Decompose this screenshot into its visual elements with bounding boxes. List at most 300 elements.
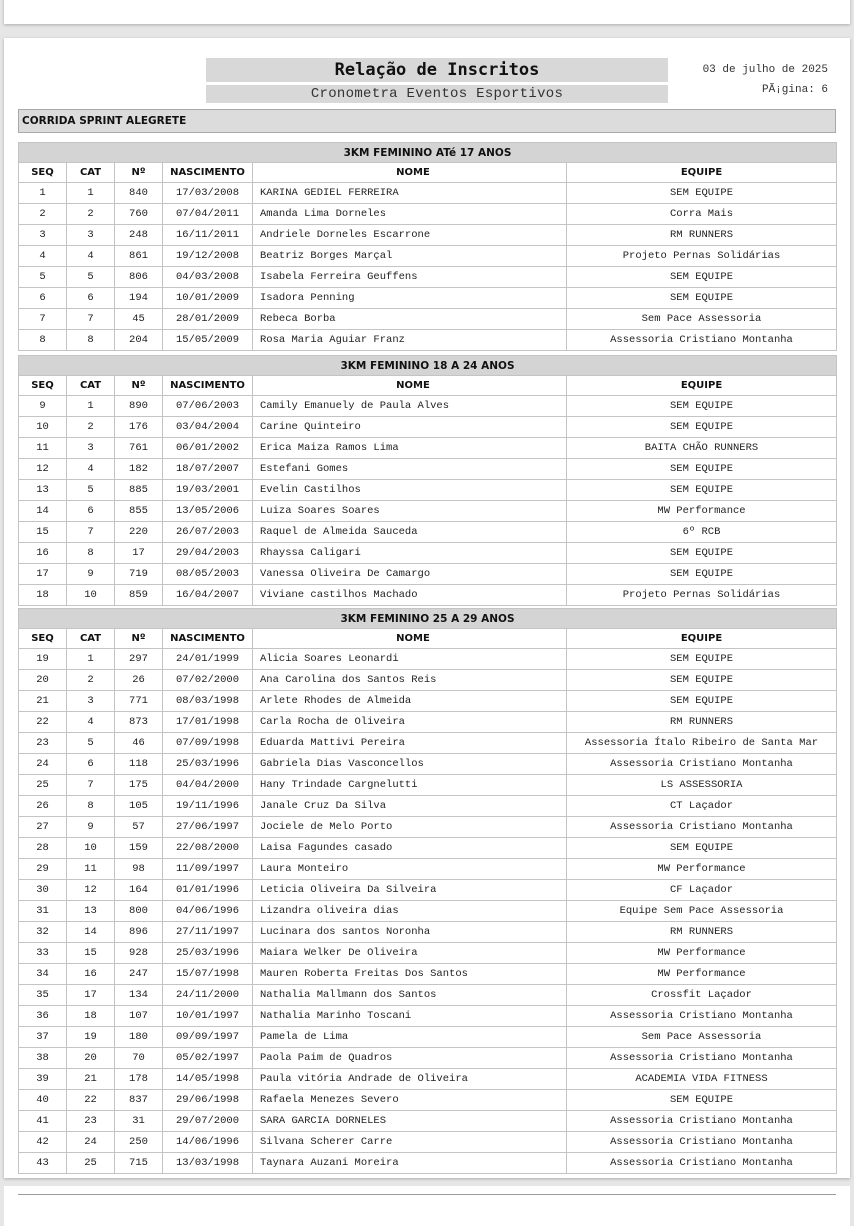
cell-nasc: 08/05/2003 [163, 564, 253, 585]
cell-num: 855 [115, 501, 163, 522]
cell-nasc: 13/03/1998 [163, 1153, 253, 1174]
cell-nasc: 04/04/2000 [163, 775, 253, 796]
cell-equipe: Sem Pace Assessoria [567, 309, 837, 330]
cell-cat: 4 [67, 459, 115, 480]
cell-equipe: Assessoria Ítalo Ribeiro de Santa Mar [567, 733, 837, 754]
cell-num: 182 [115, 459, 163, 480]
cell-seq: 22 [19, 712, 67, 733]
cell-seq: 6 [19, 288, 67, 309]
cell-cat: 3 [67, 438, 115, 459]
cell-nasc: 26/07/2003 [163, 522, 253, 543]
cell-nasc: 09/09/1997 [163, 1027, 253, 1048]
cell-nasc: 29/07/2000 [163, 1111, 253, 1132]
category-title-row [19, 143, 837, 163]
cell-num: 31 [115, 1111, 163, 1132]
cell-equipe: Sem Pace Assessoria [567, 1027, 837, 1048]
cell-cat: 3 [67, 691, 115, 712]
cell-cat: 7 [67, 522, 115, 543]
cell-num: 220 [115, 522, 163, 543]
cell-cat: 23 [67, 1111, 115, 1132]
column-header-equipe: EQUIPE [567, 376, 837, 396]
cell-equipe: CT Laçador [567, 796, 837, 817]
cell-seq: 36 [19, 1006, 67, 1027]
cell-nome: Jociele de Melo Porto [253, 817, 567, 838]
cell-num: 861 [115, 246, 163, 267]
cell-equipe: BAITA CHÃO RUNNERS [567, 438, 837, 459]
cell-nome: Evelin Castilhos [253, 480, 567, 501]
cell-nasc: 13/05/2006 [163, 501, 253, 522]
cell-seq: 19 [19, 649, 67, 670]
cell-nasc: 05/02/1997 [163, 1048, 253, 1069]
table-row [19, 859, 837, 880]
cell-cat: 17 [67, 985, 115, 1006]
cell-cat: 5 [67, 480, 115, 501]
category-title-row [19, 356, 837, 376]
cell-nasc: 19/03/2001 [163, 480, 253, 501]
cell-nome: Erica Maiza Ramos Lima [253, 438, 567, 459]
cell-seq: 14 [19, 501, 67, 522]
cell-cat: 13 [67, 901, 115, 922]
table-row [19, 943, 837, 964]
table-row [19, 817, 837, 838]
table-row [19, 1090, 837, 1111]
cell-seq: 5 [19, 267, 67, 288]
table-row [19, 564, 837, 585]
cell-cat: 3 [67, 225, 115, 246]
cell-num: 45 [115, 309, 163, 330]
cell-nasc: 03/04/2004 [163, 417, 253, 438]
cell-seq: 26 [19, 796, 67, 817]
next-page-rule [18, 1194, 836, 1195]
table-row [19, 1153, 837, 1174]
cell-nasc: 29/06/1998 [163, 1090, 253, 1111]
column-header-equipe: EQUIPE [567, 163, 837, 183]
table-row [19, 649, 837, 670]
cell-cat: 16 [67, 964, 115, 985]
cell-seq: 9 [19, 396, 67, 417]
cell-cat: 20 [67, 1048, 115, 1069]
report-subtitle: Cronometra Eventos Esportivos [206, 85, 668, 103]
column-header-num: Nº [115, 629, 163, 649]
cell-seq: 3 [19, 225, 67, 246]
cell-cat: 18 [67, 1006, 115, 1027]
cell-num: 859 [115, 585, 163, 606]
cell-equipe: SEM EQUIPE [567, 691, 837, 712]
cell-seq: 39 [19, 1069, 67, 1090]
cell-cat: 5 [67, 733, 115, 754]
cell-equipe: MW Performance [567, 501, 837, 522]
cell-equipe: SEM EQUIPE [567, 396, 837, 417]
cell-num: 297 [115, 649, 163, 670]
cell-nome: Silvana Scherer Carre [253, 1132, 567, 1153]
table-row [19, 288, 837, 309]
cell-nome: Pamela de Lima [253, 1027, 567, 1048]
cell-equipe: SEM EQUIPE [567, 480, 837, 501]
cell-cat: 12 [67, 880, 115, 901]
cell-nome: Isabela Ferreira Geuffens [253, 267, 567, 288]
cell-nome: Isadora Penning [253, 288, 567, 309]
cell-equipe: SEM EQUIPE [567, 649, 837, 670]
cell-seq: 21 [19, 691, 67, 712]
cell-seq: 11 [19, 438, 67, 459]
cell-seq: 17 [19, 564, 67, 585]
table-row [19, 985, 837, 1006]
cell-num: 760 [115, 204, 163, 225]
cell-cat: 10 [67, 838, 115, 859]
column-header-equipe: EQUIPE [567, 629, 837, 649]
cell-cat: 5 [67, 267, 115, 288]
table-row [19, 522, 837, 543]
column-header-nasc: NASCIMENTO [163, 629, 253, 649]
cell-nasc: 07/09/1998 [163, 733, 253, 754]
column-header-nasc: NASCIMENTO [163, 376, 253, 396]
column-header-nome: NOME [253, 629, 567, 649]
cell-equipe: Assessoria Cristiano Montanha [567, 1111, 837, 1132]
cell-cat: 1 [67, 649, 115, 670]
cell-nome: KARINA GEDIEL FERREIRA [253, 183, 567, 204]
table-row [19, 1027, 837, 1048]
cell-nasc: 19/11/1996 [163, 796, 253, 817]
cell-cat: 8 [67, 796, 115, 817]
table-row [19, 796, 837, 817]
cell-nasc: 14/05/1998 [163, 1069, 253, 1090]
cell-nasc: 15/05/2009 [163, 330, 253, 351]
cell-nasc: 04/03/2008 [163, 267, 253, 288]
cell-nome: Alicia Soares Leonardi [253, 649, 567, 670]
cell-seq: 42 [19, 1132, 67, 1153]
column-header-cat: CAT [67, 163, 115, 183]
cell-equipe: MW Performance [567, 859, 837, 880]
cell-num: 46 [115, 733, 163, 754]
cell-nome: Taynara Auzani Moreira [253, 1153, 567, 1174]
cell-seq: 41 [19, 1111, 67, 1132]
cell-cat: 22 [67, 1090, 115, 1111]
column-header-row [19, 376, 837, 396]
cell-nasc: 15/07/1998 [163, 964, 253, 985]
cell-num: 180 [115, 1027, 163, 1048]
column-header-seq: SEQ [19, 376, 67, 396]
cell-seq: 29 [19, 859, 67, 880]
cell-nome: Mauren Roberta Freitas Dos Santos [253, 964, 567, 985]
cell-nasc: 01/01/1996 [163, 880, 253, 901]
cell-equipe: Corra Mais [567, 204, 837, 225]
cell-seq: 10 [19, 417, 67, 438]
cell-nasc: 07/06/2003 [163, 396, 253, 417]
cell-equipe: 6º RCB [567, 522, 837, 543]
table-row [19, 543, 837, 564]
cell-seq: 4 [19, 246, 67, 267]
cell-equipe: Crossfit Laçador [567, 985, 837, 1006]
table-row [19, 733, 837, 754]
cell-nome: Janale Cruz Da Silva [253, 796, 567, 817]
cell-equipe: SEM EQUIPE [567, 183, 837, 204]
cell-nome: Leticia Oliveira Da Silveira [253, 880, 567, 901]
cell-nome: Arlete Rhodes de Almeida [253, 691, 567, 712]
cell-cat: 1 [67, 396, 115, 417]
cell-seq: 25 [19, 775, 67, 796]
column-header-nasc: NASCIMENTO [163, 163, 253, 183]
cell-num: 928 [115, 943, 163, 964]
cell-num: 800 [115, 901, 163, 922]
cell-equipe: RM RUNNERS [567, 922, 837, 943]
cell-nome: Luiza Soares Soares [253, 501, 567, 522]
cell-num: 17 [115, 543, 163, 564]
cell-cat: 6 [67, 288, 115, 309]
cell-cat: 14 [67, 922, 115, 943]
cell-nome: Rosa Maria Aguiar Franz [253, 330, 567, 351]
cell-nasc: 17/01/1998 [163, 712, 253, 733]
cell-num: 176 [115, 417, 163, 438]
cell-num: 26 [115, 670, 163, 691]
cell-cat: 8 [67, 543, 115, 564]
cell-nasc: 27/06/1997 [163, 817, 253, 838]
column-header-nome: NOME [253, 163, 567, 183]
cell-equipe: Projeto Pernas Solidárias [567, 585, 837, 606]
cell-num: 248 [115, 225, 163, 246]
cell-num: 806 [115, 267, 163, 288]
cell-equipe: SEM EQUIPE [567, 564, 837, 585]
cell-equipe: Assessoria Cristiano Montanha [567, 1153, 837, 1174]
cell-seq: 15 [19, 522, 67, 543]
cell-nome: Laura Monteiro [253, 859, 567, 880]
cell-seq: 31 [19, 901, 67, 922]
cell-nome: Rebeca Borba [253, 309, 567, 330]
table-row [19, 670, 837, 691]
cell-nasc: 16/04/2007 [163, 585, 253, 606]
cell-nome: Camily Emanuely de Paula Alves [253, 396, 567, 417]
cell-num: 715 [115, 1153, 163, 1174]
cell-cat: 1 [67, 183, 115, 204]
table-row [19, 1069, 837, 1090]
cell-seq: 13 [19, 480, 67, 501]
cell-nome: Gabriela Dias Vasconcellos [253, 754, 567, 775]
cell-seq: 32 [19, 922, 67, 943]
table-row [19, 501, 837, 522]
cell-num: 840 [115, 183, 163, 204]
cell-seq: 38 [19, 1048, 67, 1069]
cell-num: 105 [115, 796, 163, 817]
table-row [19, 480, 837, 501]
cell-nome: Paola Paim de Quadros [253, 1048, 567, 1069]
cell-num: 204 [115, 330, 163, 351]
cell-nome: Laisa Fagundes casado [253, 838, 567, 859]
cell-nasc: 24/11/2000 [163, 985, 253, 1006]
cell-nome: Lizandra oliveira dias [253, 901, 567, 922]
table-row [19, 204, 837, 225]
column-header-cat: CAT [67, 376, 115, 396]
entries-table [18, 355, 837, 606]
cell-seq: 20 [19, 670, 67, 691]
cell-seq: 1 [19, 183, 67, 204]
cell-cat: 6 [67, 501, 115, 522]
column-header-seq: SEQ [19, 629, 67, 649]
cell-seq: 8 [19, 330, 67, 351]
cell-nasc: 25/03/1996 [163, 943, 253, 964]
table-row [19, 922, 837, 943]
cell-num: 761 [115, 438, 163, 459]
cell-cat: 15 [67, 943, 115, 964]
cell-seq: 43 [19, 1153, 67, 1174]
entries-table [18, 608, 837, 1174]
cell-nasc: 11/09/1997 [163, 859, 253, 880]
table-row [19, 585, 837, 606]
cell-cat: 10 [67, 585, 115, 606]
cell-cat: 2 [67, 204, 115, 225]
column-header-row [19, 629, 837, 649]
column-header-cat: CAT [67, 629, 115, 649]
event-name: CORRIDA SPRINT ALEGRETE [18, 109, 836, 133]
cell-nome: Amanda Lima Dorneles [253, 204, 567, 225]
cell-nasc: 08/03/1998 [163, 691, 253, 712]
table-row [19, 712, 837, 733]
cell-nasc: 25/03/1996 [163, 754, 253, 775]
cell-cat: 6 [67, 754, 115, 775]
table-row [19, 880, 837, 901]
table-row [19, 1132, 837, 1153]
column-header-row [19, 163, 837, 183]
table-row [19, 183, 837, 204]
cell-nome: Rhayssa Caligari [253, 543, 567, 564]
cell-equipe: SEM EQUIPE [567, 288, 837, 309]
cell-nome: SARA GARCIA DORNELES [253, 1111, 567, 1132]
cell-nasc: 28/01/2009 [163, 309, 253, 330]
cell-nome: Vanessa Oliveira De Camargo [253, 564, 567, 585]
cell-nasc: 04/06/1996 [163, 901, 253, 922]
cell-equipe: SEM EQUIPE [567, 267, 837, 288]
cell-num: 178 [115, 1069, 163, 1090]
cell-nasc: 18/07/2007 [163, 459, 253, 480]
cell-num: 194 [115, 288, 163, 309]
cell-cat: 9 [67, 564, 115, 585]
cell-cat: 7 [67, 309, 115, 330]
cell-cat: 4 [67, 246, 115, 267]
cell-seq: 33 [19, 943, 67, 964]
cell-num: 719 [115, 564, 163, 585]
cell-equipe: SEM EQUIPE [567, 670, 837, 691]
table-row [19, 438, 837, 459]
cell-equipe: SEM EQUIPE [567, 838, 837, 859]
cell-equipe: Projeto Pernas Solidárias [567, 246, 837, 267]
category-section [18, 142, 836, 351]
cell-nome: Rafaela Menezes Severo [253, 1090, 567, 1111]
cell-nome: Beatriz Borges Marçal [253, 246, 567, 267]
cell-nasc: 27/11/1997 [163, 922, 253, 943]
cell-num: 175 [115, 775, 163, 796]
cell-seq: 34 [19, 964, 67, 985]
cell-nome: Nathalia Marinho Toscani [253, 1006, 567, 1027]
cell-nasc: 10/01/2009 [163, 288, 253, 309]
cell-nome: Hany Trindade Cargnelutti [253, 775, 567, 796]
column-header-num: Nº [115, 376, 163, 396]
table-row [19, 309, 837, 330]
cell-num: 98 [115, 859, 163, 880]
cell-num: 250 [115, 1132, 163, 1153]
cell-nome: Raquel de Almeida Sauceda [253, 522, 567, 543]
cell-cat: 19 [67, 1027, 115, 1048]
column-header-seq: SEQ [19, 163, 67, 183]
cell-nasc: 14/06/1996 [163, 1132, 253, 1153]
cell-equipe: SEM EQUIPE [567, 1090, 837, 1111]
cell-equipe: SEM EQUIPE [567, 417, 837, 438]
cell-num: 118 [115, 754, 163, 775]
cell-nome: Nathalia Mallmann dos Santos [253, 985, 567, 1006]
previous-page-edge [4, 0, 850, 24]
cell-nasc: 07/02/2000 [163, 670, 253, 691]
cell-equipe: LS ASSESSORIA [567, 775, 837, 796]
cell-seq: 40 [19, 1090, 67, 1111]
cell-seq: 7 [19, 309, 67, 330]
cell-nasc: 22/08/2000 [163, 838, 253, 859]
cell-num: 107 [115, 1006, 163, 1027]
cell-seq: 27 [19, 817, 67, 838]
cell-nasc: 10/01/1997 [163, 1006, 253, 1027]
cell-cat: 24 [67, 1132, 115, 1153]
table-row [19, 1048, 837, 1069]
cell-num: 771 [115, 691, 163, 712]
category-title: 3KM FEMININO ATé 17 ANOS [19, 143, 837, 163]
next-page-edge [4, 1186, 850, 1226]
table-row [19, 330, 837, 351]
table-row [19, 754, 837, 775]
table-row [19, 1006, 837, 1027]
cell-cat: 4 [67, 712, 115, 733]
cell-nome: Lucinara dos santos Noronha [253, 922, 567, 943]
table-row [19, 225, 837, 246]
cell-num: 896 [115, 922, 163, 943]
cell-seq: 16 [19, 543, 67, 564]
table-row [19, 246, 837, 267]
cell-equipe: MW Performance [567, 964, 837, 985]
cell-nome: Paula vitória Andrade de Oliveira [253, 1069, 567, 1090]
cell-nome: Carine Quinteiro [253, 417, 567, 438]
cell-cat: 9 [67, 817, 115, 838]
category-title: 3KM FEMININO 18 A 24 ANOS [19, 356, 837, 376]
report-title: Relação de Inscritos [206, 58, 668, 82]
document-page [4, 38, 850, 1178]
cell-cat: 11 [67, 859, 115, 880]
cell-equipe: RM RUNNERS [567, 225, 837, 246]
cell-seq: 35 [19, 985, 67, 1006]
cell-equipe: Assessoria Cristiano Montanha [567, 1048, 837, 1069]
cell-num: 57 [115, 817, 163, 838]
cell-nome: Viviane castilhos Machado [253, 585, 567, 606]
cell-nome: Maiara Welker De Oliveira [253, 943, 567, 964]
cell-equipe: RM RUNNERS [567, 712, 837, 733]
cell-cat: 25 [67, 1153, 115, 1174]
cell-equipe: Assessoria Cristiano Montanha [567, 330, 837, 351]
cell-num: 159 [115, 838, 163, 859]
cell-num: 164 [115, 880, 163, 901]
page-number: PÃ¡gina: 6 [761, 84, 828, 96]
cell-equipe: CF Laçador [567, 880, 837, 901]
cell-seq: 24 [19, 754, 67, 775]
table-row [19, 901, 837, 922]
cell-num: 873 [115, 712, 163, 733]
cell-cat: 21 [67, 1069, 115, 1090]
cell-cat: 7 [67, 775, 115, 796]
table-row [19, 964, 837, 985]
category-title: 3KM FEMININO 25 A 29 ANOS [19, 609, 837, 629]
cell-seq: 2 [19, 204, 67, 225]
cell-nasc: 16/11/2011 [163, 225, 253, 246]
cell-nasc: 06/01/2002 [163, 438, 253, 459]
cell-nasc: 29/04/2003 [163, 543, 253, 564]
cell-nasc: 17/03/2008 [163, 183, 253, 204]
report-date: 03 de julho de 2025 [702, 64, 828, 76]
table-row [19, 691, 837, 712]
entries-table [18, 142, 837, 351]
cell-cat: 2 [67, 417, 115, 438]
